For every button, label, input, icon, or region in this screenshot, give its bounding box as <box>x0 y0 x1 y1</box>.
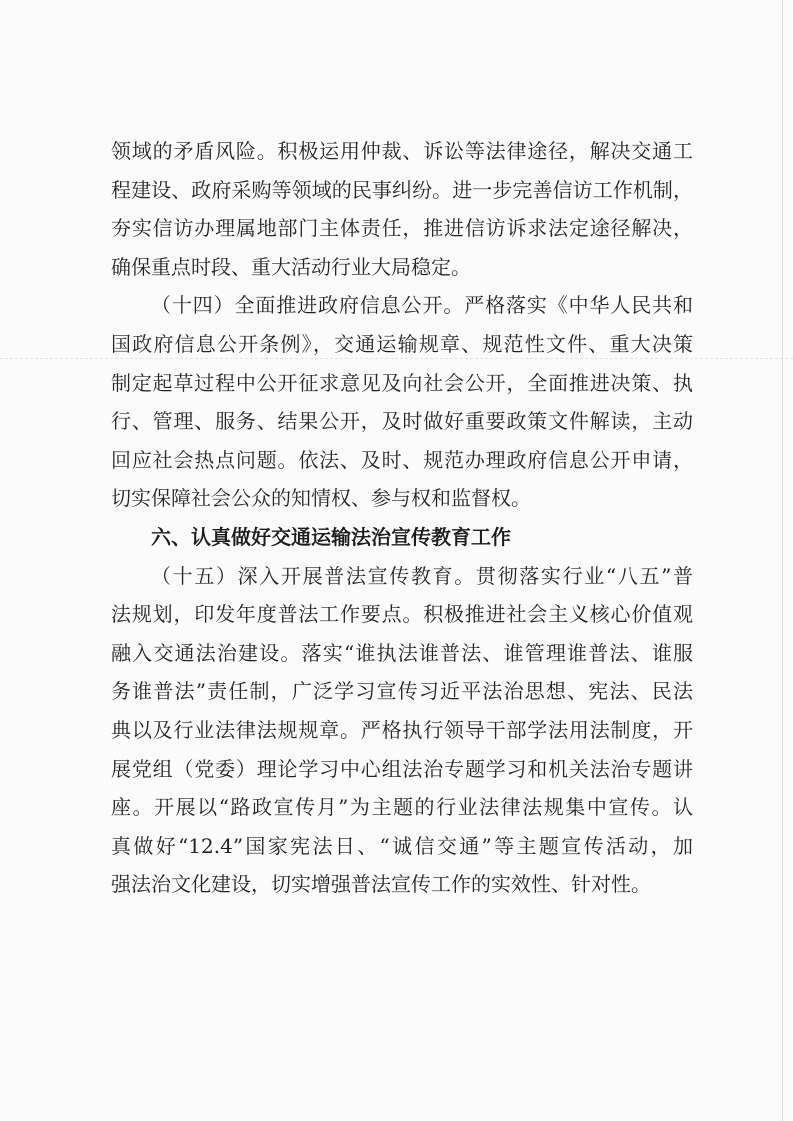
paragraph-line: 座。开展以“路政宣传月”为主题的行业法律法规集中宣传。认 <box>111 795 693 820</box>
paragraph-line: 行、管理、服务、结果公开，及时做好重要政策文件解读，主动 <box>111 409 693 434</box>
paragraph-line: 切实保障社会公众的知情权、参与权和监督权。 <box>111 486 531 511</box>
section-heading-6: 六、认真做好交通运输法治宣传教育工作 <box>151 524 511 549</box>
paragraph-line: 领域的矛盾风险。积极运用仲裁、诉讼等法律途径，解决交通工 <box>111 139 693 163</box>
paragraph-line-15-start: （十五）深入开展普法宣传教育。贯彻落实行业“八五”普 <box>151 563 693 588</box>
paragraph-line: 法规划，印发年度普法工作要点。积极推进社会主义核心价值观 <box>111 602 693 627</box>
page-edge-line <box>782 0 783 1121</box>
paragraph-line: 确保重点时段、重大活动行业大局稳定。 <box>111 254 471 279</box>
paragraph-line: 国政府信息公开条例》，交通运输规章、规范性文件、重大决策 <box>111 331 693 356</box>
paragraph-line: 回应社会热点问题。依法、及时、规范办理政府信息公开申请， <box>111 447 693 472</box>
paragraph-line: 融入交通法治建设。落实“谁执法谁普法、谁管理谁普法、谁服 <box>111 640 693 665</box>
paragraph-line: 强法治文化建设，切实增强普法宣传工作的实效性、针对性。 <box>111 872 651 897</box>
paragraph-line-14-start: （十四）全面推进政府信息公开。严格落实《中华人民共和 <box>151 293 693 318</box>
paragraph-line: 展党组（党委）理论学习中心组法治专题学习和机关法治专题讲 <box>111 756 693 781</box>
paragraph-line: 典以及行业法律法规规章。严格执行领导干部学法用法制度，开 <box>111 717 693 742</box>
paragraph-line: 真做好“12.4”国家宪法日、“诚信交通”等主题宣传活动，加 <box>111 833 693 858</box>
paragraph-line: 务谁普法”责任制，广泛学习宣传习近平法治思想、宪法、民法 <box>111 679 693 704</box>
paragraph-line: 程建设、政府采购等领域的民事纠纷。进一步完善信访工作机制， <box>111 177 693 202</box>
paragraph-line: 制定起草过程中公开征求意见及向社会公开，全面推进决策、执 <box>111 370 693 395</box>
paragraph-line: 夯实信访办理属地部门主体责任，推进信访诉求法定途径解决， <box>111 216 693 241</box>
document-body <box>111 132 693 904</box>
